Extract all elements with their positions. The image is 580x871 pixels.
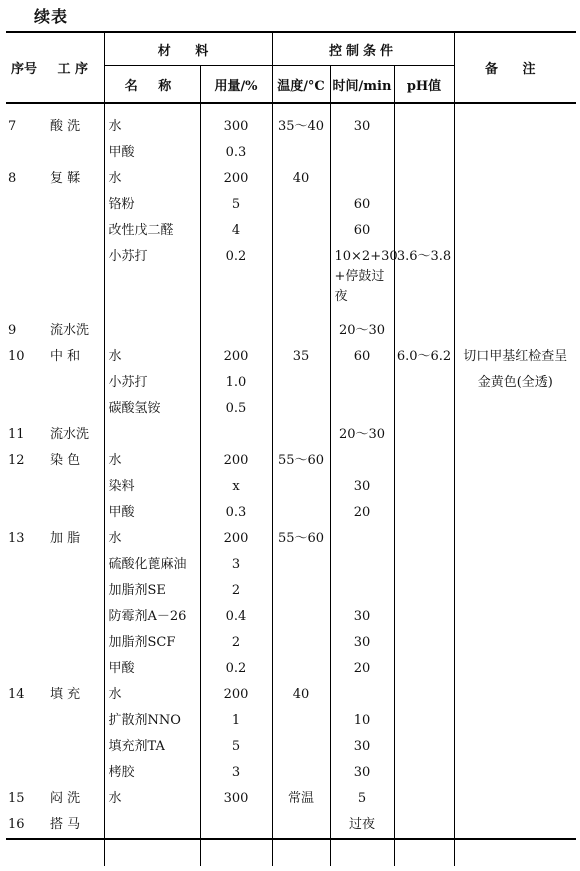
note-cell [454, 396, 576, 422]
ph-cell [394, 218, 454, 244]
amount-cell: 1.0 [200, 370, 272, 396]
table-row [6, 192, 576, 218]
amount-cell: 0.3 [200, 500, 272, 526]
amount-cell [200, 422, 272, 448]
header-time: 时间/min [330, 66, 394, 104]
seq-cell [6, 218, 42, 244]
ph-cell [394, 630, 454, 656]
step-cell: 中 和 [50, 349, 81, 364]
header-control: 控制条件 [272, 32, 454, 66]
step-cell: 染 色 [50, 453, 81, 468]
time-cell: 30 [330, 114, 394, 140]
table-row [6, 760, 576, 786]
temp-cell: 35～40 [272, 114, 330, 140]
step-cell [42, 630, 104, 656]
amount-cell: 200 [200, 526, 272, 552]
seq-cell [6, 552, 42, 578]
seq-cell: 15 [8, 791, 25, 806]
ph-cell [394, 448, 454, 474]
step-cell [42, 474, 104, 500]
time-cell: 10 [330, 708, 394, 734]
material-name-cell: 加脂剂SE [104, 578, 200, 604]
step-cell [42, 244, 104, 318]
seq-cell [6, 192, 42, 218]
ph-cell [394, 526, 454, 552]
note-cell [454, 526, 576, 552]
ph-cell [394, 786, 454, 812]
amount-cell: 0.2 [200, 656, 272, 682]
amount-cell: 2 [200, 578, 272, 604]
temp-cell [272, 396, 330, 422]
amount-cell: 5 [200, 192, 272, 218]
ph-cell [394, 422, 454, 448]
time-cell: 30 [330, 474, 394, 500]
temp-cell: 40 [272, 166, 330, 192]
header-remarks: 备 注 [454, 32, 576, 103]
note-cell [454, 500, 576, 526]
material-name-cell: 水 [104, 682, 200, 708]
temp-cell [272, 812, 330, 839]
amount-cell: 200 [200, 682, 272, 708]
table-row [6, 786, 576, 812]
temp-cell [272, 370, 330, 396]
ph-cell: 6.0～6.2 [394, 344, 454, 370]
seq-cell [6, 760, 42, 786]
note-cell [454, 604, 576, 630]
time-cell: 20 [330, 656, 394, 682]
material-name-cell: 铬粉 [104, 192, 200, 218]
table-row [6, 682, 576, 708]
note-cell [454, 218, 576, 244]
time-cell [330, 552, 394, 578]
step-cell [42, 192, 104, 218]
note-cell [454, 552, 576, 578]
time-cell: 过夜 [330, 812, 394, 839]
table-row [6, 604, 576, 630]
process-table [6, 31, 576, 866]
table-row [6, 734, 576, 760]
header-step: 工 序 [57, 62, 89, 77]
note-cell [454, 474, 576, 500]
step-cell: 复 鞣 [50, 171, 81, 186]
table-row [6, 708, 576, 734]
ph-cell [394, 140, 454, 166]
time-cell: 30 [330, 630, 394, 656]
temp-cell [272, 474, 330, 500]
note-cell [454, 630, 576, 656]
material-name-cell: 甲酸 [104, 656, 200, 682]
time-cell: 30 [330, 604, 394, 630]
table-row [6, 244, 576, 318]
time-cell: 30 [330, 760, 394, 786]
amount-cell: 200 [200, 448, 272, 474]
amount-cell [200, 318, 272, 344]
amount-cell: 0.3 [200, 140, 272, 166]
material-name-cell: 防霉剂A－26 [104, 604, 200, 630]
time-cell: 20～30 [330, 422, 394, 448]
temp-cell [272, 734, 330, 760]
table-row [6, 526, 576, 552]
ph-cell [394, 192, 454, 218]
seq-cell [6, 708, 42, 734]
temp-cell [272, 218, 330, 244]
note-cell [454, 166, 576, 192]
table-row [6, 344, 576, 370]
table-row [6, 166, 576, 192]
material-name-cell: 碳酸氢铵 [104, 396, 200, 422]
material-name-cell: 甲酸 [104, 140, 200, 166]
temp-cell [272, 708, 330, 734]
time-cell: 20～30 [330, 318, 394, 344]
time-cell: 60 [330, 218, 394, 244]
temp-cell: 55～60 [272, 526, 330, 552]
table-row [6, 396, 576, 422]
ph-cell [394, 812, 454, 839]
step-cell [42, 218, 104, 244]
note-cell [454, 786, 576, 812]
header-temp: 温度/°C [272, 66, 330, 104]
ph-cell [394, 604, 454, 630]
note-cell [454, 114, 576, 140]
seq-cell [6, 500, 42, 526]
step-cell [42, 578, 104, 604]
seq-cell: 16 [8, 817, 25, 832]
note-cell [454, 812, 576, 839]
time-cell: 20 [330, 500, 394, 526]
seq-cell: 11 [8, 427, 25, 442]
material-name-cell: 小苏打 [104, 370, 200, 396]
time-cell: 5 [330, 786, 394, 812]
table-row [6, 474, 576, 500]
temp-cell [272, 578, 330, 604]
seq-cell: 7 [8, 119, 17, 134]
material-name-cell: 水 [104, 344, 200, 370]
material-name-cell: 水 [104, 114, 200, 140]
step-cell [42, 708, 104, 734]
temp-cell [272, 192, 330, 218]
material-name-cell: 水 [104, 166, 200, 192]
seq-cell [6, 474, 42, 500]
seq-cell: 9 [8, 323, 17, 338]
temp-cell: 常温 [272, 786, 330, 812]
temp-cell [272, 140, 330, 166]
amount-cell: x [200, 474, 272, 500]
table-row [6, 140, 576, 166]
ph-cell [394, 578, 454, 604]
material-name-cell: 加脂剂SCF [104, 630, 200, 656]
seq-cell: 14 [8, 687, 25, 702]
time-cell [330, 448, 394, 474]
time-cell [330, 370, 394, 396]
time-cell: 60 [330, 344, 394, 370]
ph-cell [394, 114, 454, 140]
amount-cell: 0.5 [200, 396, 272, 422]
step-cell: 流水洗 [50, 323, 90, 338]
amount-cell: 300 [200, 786, 272, 812]
material-name-cell [104, 422, 200, 448]
step-cell [42, 500, 104, 526]
material-name-cell: 染料 [104, 474, 200, 500]
ph-cell [394, 500, 454, 526]
step-cell: 填 充 [50, 687, 81, 702]
note-cell [454, 318, 576, 344]
seq-cell [6, 578, 42, 604]
time-cell: 60 [330, 192, 394, 218]
temp-cell [272, 760, 330, 786]
material-name-cell: 改性戊二醛 [104, 218, 200, 244]
step-cell: 搭 马 [50, 817, 81, 832]
step-cell [42, 552, 104, 578]
note-cell [454, 760, 576, 786]
seq-cell [6, 734, 42, 760]
header-seq: 序号 [10, 62, 37, 77]
ph-cell [394, 552, 454, 578]
amount-cell: 200 [200, 344, 272, 370]
step-cell [42, 140, 104, 166]
material-name-cell: 水 [104, 448, 200, 474]
ph-cell [394, 760, 454, 786]
temp-cell: 40 [272, 682, 330, 708]
note-cell [454, 578, 576, 604]
ph-cell [394, 370, 454, 396]
note-cell [454, 656, 576, 682]
temp-cell [272, 656, 330, 682]
amount-cell: 3 [200, 760, 272, 786]
temp-cell: 55～60 [272, 448, 330, 474]
ph-cell [394, 734, 454, 760]
note-cell [454, 682, 576, 708]
step-cell [42, 760, 104, 786]
material-name-cell [104, 812, 200, 839]
material-name-cell: 扩散剂NNO [104, 708, 200, 734]
step-cell [42, 734, 104, 760]
seq-cell: 8 [8, 171, 17, 186]
ph-cell: 3.6～3.8 [394, 244, 454, 318]
amount-cell: 300 [200, 114, 272, 140]
material-name-cell [104, 318, 200, 344]
header-materials: 材 料 [104, 32, 272, 66]
table-row [6, 318, 576, 344]
ph-cell [394, 166, 454, 192]
note-cell [454, 422, 576, 448]
time-cell [330, 396, 394, 422]
ph-cell [394, 474, 454, 500]
temp-cell [272, 318, 330, 344]
seq-cell [6, 370, 42, 396]
step-cell [42, 604, 104, 630]
time-cell [330, 526, 394, 552]
material-name-cell: 水 [104, 786, 200, 812]
amount-cell: 200 [200, 166, 272, 192]
note-cell [454, 192, 576, 218]
header-name: 名 称 [104, 66, 200, 104]
amount-cell: 0.2 [200, 244, 272, 318]
table-row [6, 630, 576, 656]
table-row [6, 500, 576, 526]
amount-cell: 3 [200, 552, 272, 578]
seq-cell: 13 [8, 531, 25, 546]
seq-cell [6, 396, 42, 422]
seq-cell [6, 604, 42, 630]
time-cell [330, 166, 394, 192]
table-row [6, 422, 576, 448]
step-cell [42, 370, 104, 396]
header-ph: pH值 [394, 66, 454, 104]
table-row [6, 218, 576, 244]
ph-cell [394, 708, 454, 734]
table-row [6, 812, 576, 839]
step-cell: 酸 洗 [50, 119, 81, 134]
table-row [6, 578, 576, 604]
note-cell: 切口甲基红检查呈金黄色(全透) [454, 344, 576, 396]
amount-cell: 4 [200, 218, 272, 244]
amount-cell [200, 812, 272, 839]
note-cell [454, 734, 576, 760]
material-name-cell: 小苏打 [104, 244, 200, 318]
ph-cell [394, 318, 454, 344]
time-cell [330, 578, 394, 604]
seq-cell: 10 [8, 349, 25, 364]
table-row [6, 114, 576, 140]
ph-cell [394, 682, 454, 708]
time-cell [330, 682, 394, 708]
amount-cell: 1 [200, 708, 272, 734]
time-cell: 30 [330, 734, 394, 760]
note-cell [454, 244, 576, 318]
material-name-cell: 水 [104, 526, 200, 552]
temp-cell [272, 500, 330, 526]
table-row [6, 552, 576, 578]
table-caption: 续表 [34, 7, 69, 26]
note-cell [454, 448, 576, 474]
seq-cell [6, 244, 42, 318]
time-cell [330, 140, 394, 166]
ph-cell [394, 656, 454, 682]
material-name-cell: 填充剂TA [104, 734, 200, 760]
header-amount: 用量/% [200, 66, 272, 104]
seq-cell [6, 656, 42, 682]
material-name-cell: 硫酸化蓖麻油 [104, 552, 200, 578]
table-row [6, 448, 576, 474]
temp-cell [272, 244, 330, 318]
temp-cell: 35 [272, 344, 330, 370]
time-cell: 10×2+30 +停鼓过夜 [330, 244, 394, 318]
step-cell [42, 396, 104, 422]
seq-cell [6, 630, 42, 656]
temp-cell [272, 630, 330, 656]
seq-cell [6, 140, 42, 166]
amount-cell: 5 [200, 734, 272, 760]
amount-cell: 0.4 [200, 604, 272, 630]
step-cell: 闷 洗 [50, 791, 81, 806]
temp-cell [272, 552, 330, 578]
note-cell [454, 708, 576, 734]
step-cell [42, 656, 104, 682]
seq-cell: 12 [8, 453, 25, 468]
table-row [6, 656, 576, 682]
step-cell: 加 脂 [50, 531, 81, 546]
ph-cell [394, 396, 454, 422]
note-cell [454, 140, 576, 166]
step-cell: 流水洗 [50, 427, 90, 442]
temp-cell [272, 604, 330, 630]
amount-cell: 2 [200, 630, 272, 656]
temp-cell [272, 422, 330, 448]
material-name-cell: 甲酸 [104, 500, 200, 526]
material-name-cell: 栲胶 [104, 760, 200, 786]
